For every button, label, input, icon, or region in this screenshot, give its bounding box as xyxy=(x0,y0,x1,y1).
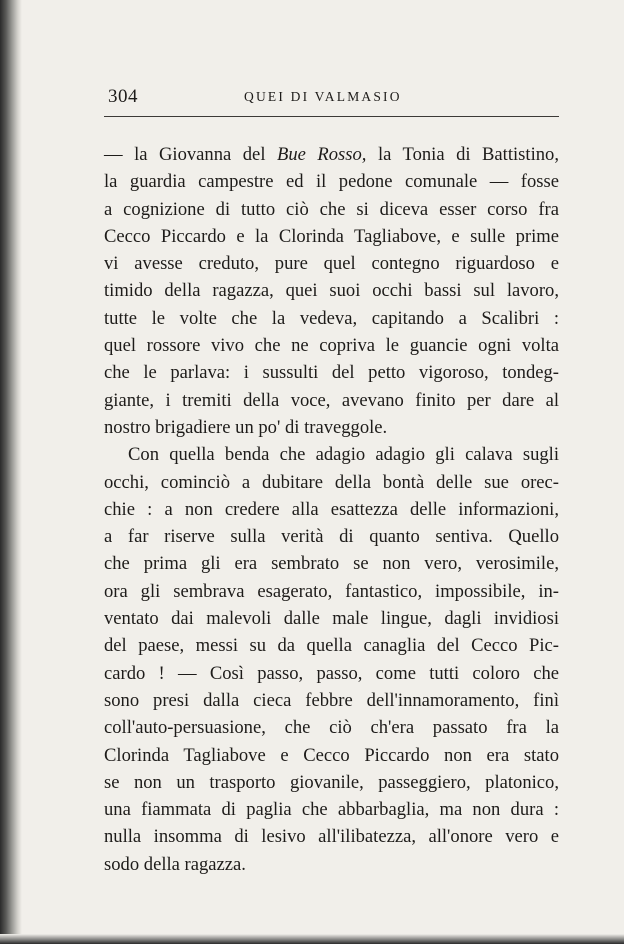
text-run: — la Giovanna del xyxy=(104,144,277,165)
text-line: coll'auto-persuasione, che ciò ch'era passato fra la xyxy=(104,717,559,739)
text-line: sodo della ragazza. xyxy=(104,853,246,875)
text-line: chie : a non credere alla esattezza delle informazioni, xyxy=(104,498,559,520)
text-line: che prima gli era sembrato se non vero, verosimile, xyxy=(104,553,559,575)
text-line: Cecco Piccardo e la Clorinda Tagliabove, e sulle prime xyxy=(104,225,559,247)
text-line: del paese, messi su da quella canaglia del Cecco Pic- xyxy=(104,635,559,657)
text-run: la Tonia di Battistino, xyxy=(366,144,559,165)
text-line xyxy=(104,141,559,168)
text-line: Con quella benda che adagio adagio gli calava sugli xyxy=(128,444,559,466)
running-title: QUEI DI VALMASIO xyxy=(244,89,402,104)
text-line: Clorinda Tagliabove e Cecco Piccardo non era stato xyxy=(104,744,559,766)
page-number: 304 xyxy=(108,86,138,107)
text-line: la guardia campestre ed il pedone comunale — fosse xyxy=(104,171,559,193)
body-text xyxy=(104,141,559,878)
text-line: nulla insomma di lesivo all'ilibatezza, all'onore vero e xyxy=(104,826,559,848)
text-line: una fiammata di paglia che abbarbaglia, ma non dura : xyxy=(104,799,559,821)
text-line: tutte le volte che la vedeva, capitando a Scalibri : xyxy=(104,307,559,329)
text-line: sono presi dalla cieca febbre dell'innamoramento, finì xyxy=(104,689,559,711)
text-line: che le parlava: i sussulti del petto vigoroso, tondeg- xyxy=(104,362,559,384)
text-line: vi avesse creduto, pure quel contegno riguardoso e xyxy=(104,253,559,275)
italic-text-run: Bue Rosso, xyxy=(276,144,367,165)
text-line: se non un trasporto giovanile, passeggiero, platonico, xyxy=(104,771,559,793)
text-line: ora gli sembrava esagerato, fantastico, impossibile, in- xyxy=(104,580,559,602)
text-line: a far riserve sulla verità di quanto sentiva. Quello xyxy=(104,526,559,548)
text-line: ventato dai malevoli dalle male lingue, dagli invidiosi xyxy=(104,608,559,630)
text-line: quel rossore vivo che ne copriva le guancie ogni volta xyxy=(104,335,559,357)
header-rule xyxy=(104,116,559,117)
text-line: timido della ragazza, quei suoi occhi bassi sul lavoro, xyxy=(104,280,559,302)
text-line: occhi, cominciò a dubitare della bontà delle sue orec- xyxy=(104,471,559,493)
text-line: cardo ! — Così passo, passo, come tutti coloro che xyxy=(104,662,559,684)
page-bottom-edge xyxy=(0,934,624,944)
book-binding-shadow xyxy=(0,0,22,944)
text-line: nostro brigadiere un po' di traveggole. xyxy=(104,416,388,438)
text-line: a cognizione di tutto ciò che si diceva esser corso fra xyxy=(104,198,559,220)
running-head xyxy=(104,86,559,110)
text-line: giante, i tremiti della voce, avevano finito per dare al xyxy=(104,389,559,411)
